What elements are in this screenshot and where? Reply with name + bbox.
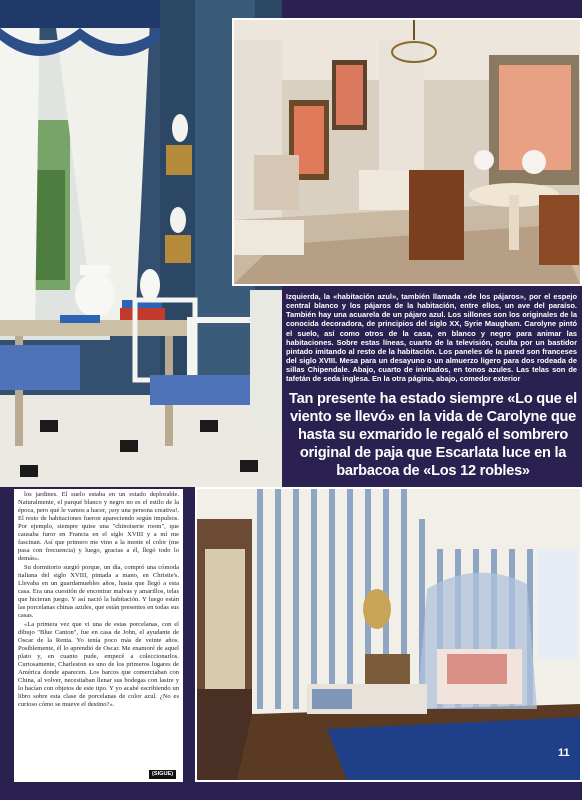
body-paragraph: los jardines. El suelo estaba en un estado deplorable. Naturalmente, el parqué blanco y negro no es el estilo de la época, pero qué le vamos a hacer, ¡soy una persona creativa!. El resto de habitaciones fueron apareciendo según impulsos. Por ejemplo, siempre quise una "chinoiserie room", que causaba furor en Francia en el siglo XVIII y a mí me fascinan. Así que primero me vino a la mente el color (me pasa con frecuencia) y luego, gracias a él, llegó todo lo demás».: [18, 491, 179, 563]
body-paragraph: Su dormitorio surgió porque, un día, compró una cómoda italiana del siglo XVIII, pintada a mano, en Christie's. Llevaba en un guardamuebles años, hasta que llegó a esta casa. Era una cuestión de encontrar malvas y amarillos, telas que hicieran juego. Y así nació la habitación. Y luego están las porcelanas chinas azules, que están presentes en todas sus casas.: [18, 563, 179, 620]
article-body: [14, 489, 183, 782]
pull-quote: Tan presente ha estado siempre «Lo que el viento se llevó» en la vida de Carolyne que hasta su exmarido le regaló el sombrero original de paja que Escarlata luce en la barbacoa de «Los 12 robles»: [289, 391, 577, 480]
page-number: 11: [558, 747, 570, 759]
photo-caption: Izquierda, la «habitación azul», también llamada «de los pájaros», por el espejo central blanco y los pájaros de la habitación, entre ellos, un ave del paraíso. También hay una acuarela de un pájaro azul. Los sillones son los originales de la conocida decoradora, de principios del siglo XX, Syrie Maugham. Carolyne pintó el suelo, así como otros de la casa, en blanco y negro para animar las habitaciones. Sobre estas líneas, cuarto de la televisión, oculta por un bastidor pintado imitando al resto de la habitación. Los paneles de la pared son franceses del siglo XVIII. Mesa para un desayuno o un almuerzo ligero para dos rodeada de sillas Chipendale. Abajo, cuarto de invitados, en tonos azules. Las telas son de tafetán de seda inglesa. En la otra página, abajo, comedor exterior: [286, 292, 577, 384]
photo-bedroom: [195, 487, 582, 782]
photo-bird-room: [232, 18, 582, 286]
continue-badge: (SIGUE): [149, 770, 176, 779]
body-paragraph: «La primera vez que vi una de estas porcelanas, con el dibujo "Blue Canton", fue en casa de John, el ayudante de Oscar de la Renta. Yo tenía poco más de veinte años. Posiblemente, él lo aprendió de Oscar. Me enamoré de aquel plato y, en cuanto pude, empecé a coleccionarlos. Curiosamente, Charleston es uno de los primeros lugares de América donde aparecen. Los barcos que comerciaban con China, al volver, necesitaban llenar sus bodegas con lastre y lo hacían con objetos de este tipo. Y yo acabé escribiendo un libro sobre esta clase de porcelanas de color azul. ¿No es curioso cómo se mueve el destino?».: [18, 620, 179, 709]
bottom-band: [0, 782, 582, 800]
